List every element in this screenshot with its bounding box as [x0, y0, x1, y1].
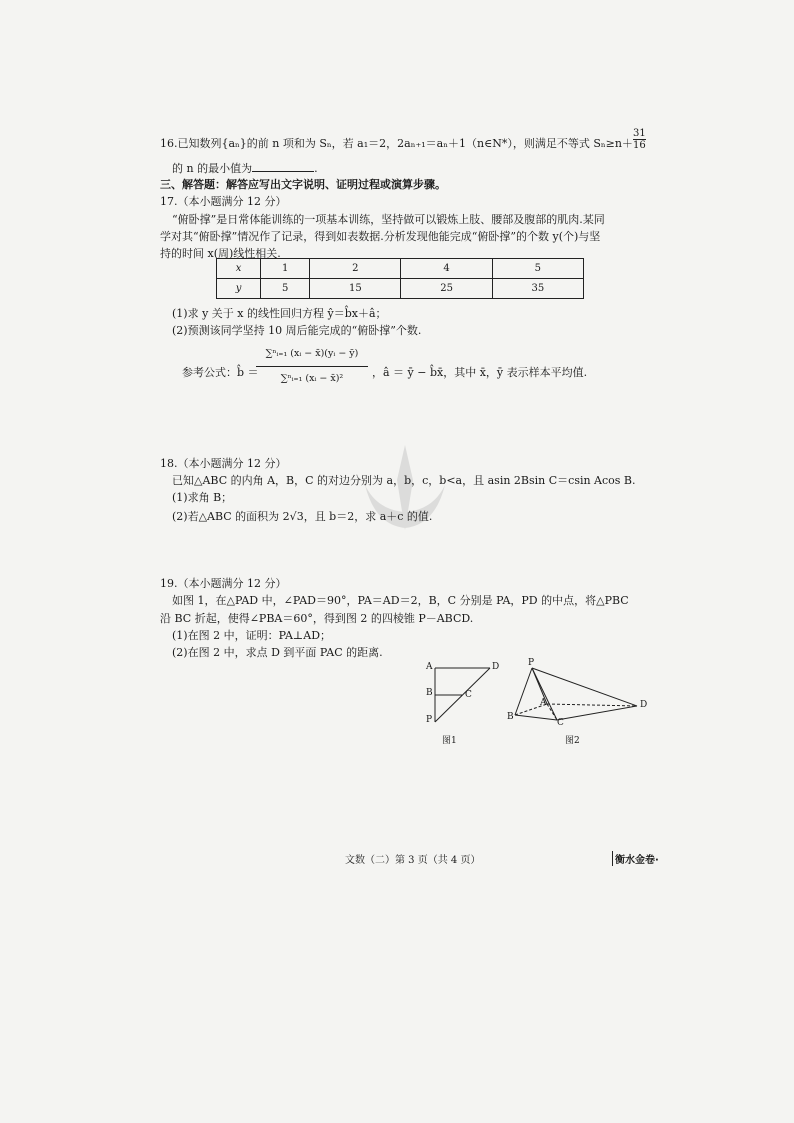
figure-2-pyramid [505, 660, 648, 732]
table-cell: y [217, 279, 261, 299]
fig2-label-A: A [540, 698, 547, 708]
q17-sub1: (1)求 y 关于 x 的线性回归方程 ŷ＝b̂x＋â； [172, 307, 387, 320]
table-cell: 15 [310, 279, 401, 299]
q17-p3: 持的时间 x(周)线性相关. [160, 247, 281, 260]
q17-formula-fraction [256, 342, 368, 391]
q18-sub1: (1)求角 B； [172, 491, 233, 504]
footer-page-number: 文数（二）第 3 页（共 4 页） [345, 855, 481, 866]
formula-numerator: ∑ⁿᵢ₌₁ (xᵢ − x̄)(yᵢ − ȳ) [256, 342, 368, 367]
q19-p1: 如图 1，在△PAD 中，∠PAD＝90°，PA＝AD＝2，B，C 分别是 PA，PD 的中点，将△PBC [172, 594, 629, 607]
q17-p2: 学对其“俯卧撑”情况作了记录，得到如表数据.分析发现他能完成“俯卧撑”的个数 y(个)与坚 [160, 230, 601, 243]
fig1-label-C: C [465, 690, 472, 700]
fig2-label-B: B [507, 712, 514, 722]
section-3-title: 三、解答题：解答应写出文字说明、证明过程或演算步骤。 [160, 178, 446, 191]
q16-frac-den: 16 [633, 140, 646, 151]
table-cell: 2 [310, 259, 401, 279]
table-cell: 5 [492, 259, 583, 279]
fig1-label-P: P [426, 715, 433, 725]
watermark-logo [355, 440, 455, 540]
fig2-caption: 图2 [565, 736, 580, 746]
q17-formula-prefix: 参考公式：b̂ ＝ [182, 366, 259, 379]
table-cell: 25 [401, 279, 492, 299]
q18-sub2: (2)若△ABC 的面积为 2√3，且 b＝2，求 a＋c 的值. [172, 510, 433, 523]
fig2-label-D: D [640, 700, 648, 710]
q19-head: 19.（本小题满分 12 分） [160, 577, 287, 590]
q16-frac-num: 31 [633, 128, 646, 139]
footer-brand: 衡水金卷· [612, 851, 659, 866]
q17-sub2: (2)预测该同学坚持 10 周后能完成的“俯卧撑”个数. [172, 324, 422, 337]
q17-formula-suffix: ，â ＝ ȳ − b̂x̄，其中 x̄，ȳ 表示样本平均值. [372, 366, 588, 379]
table-cell: 35 [492, 279, 583, 299]
table-cell: 1 [261, 259, 310, 279]
q17-p1: “俯卧撑”是日常体能训练的一项基本训练，坚持做可以锻炼上肢、腰部及腹部的肌肉.某同 [172, 213, 605, 226]
q16-line2: 的 n 的最小值为 . [172, 162, 318, 175]
q18-p1: 已知△ABC 的内角 A，B，C 的对边分别为 a，b，c，b<a，且 asin 2Bsin C＝csin Acos B. [172, 474, 636, 487]
q17-data-table [216, 258, 584, 299]
q17-head: 17.（本小题满分 12 分） [160, 195, 287, 208]
table-cell: x [217, 259, 261, 279]
table-row [217, 279, 584, 299]
fig1-label-D: D [492, 662, 500, 672]
fig1-label-A: A [426, 662, 433, 672]
q16-fraction [633, 128, 646, 151]
q19-sub1: (1)在图 2 中，证明：PA⊥AD； [172, 629, 332, 642]
table-cell: 4 [401, 259, 492, 279]
fig2-label-C: C [557, 718, 564, 728]
answer-blank [252, 161, 314, 172]
q19-sub2: (2)在图 2 中，求点 D 到平面 PAC 的距离. [172, 646, 383, 659]
fig1-caption: 图1 [442, 736, 457, 746]
q18-head: 18.（本小题满分 12 分） [160, 457, 287, 470]
table-row [217, 259, 584, 279]
fig2-label-P: P [528, 658, 535, 668]
formula-denominator: ∑ⁿᵢ₌₁ (xᵢ − x̄)² [280, 373, 344, 384]
fig1-label-B: B [426, 688, 433, 698]
q16-line1: 16.已知数列{aₙ}的前 n 项和为 Sₙ，若 a₁＝2，2aₙ₊₁＝aₙ＋1（n∈N*），则满足不等式 Sₙ≥n＋ [160, 137, 633, 150]
q19-p2: 沿 BC 折起，使得∠PBA＝60°，得到图 2 的四棱锥 P－ABCD. [160, 612, 474, 625]
table-cell: 5 [261, 279, 310, 299]
